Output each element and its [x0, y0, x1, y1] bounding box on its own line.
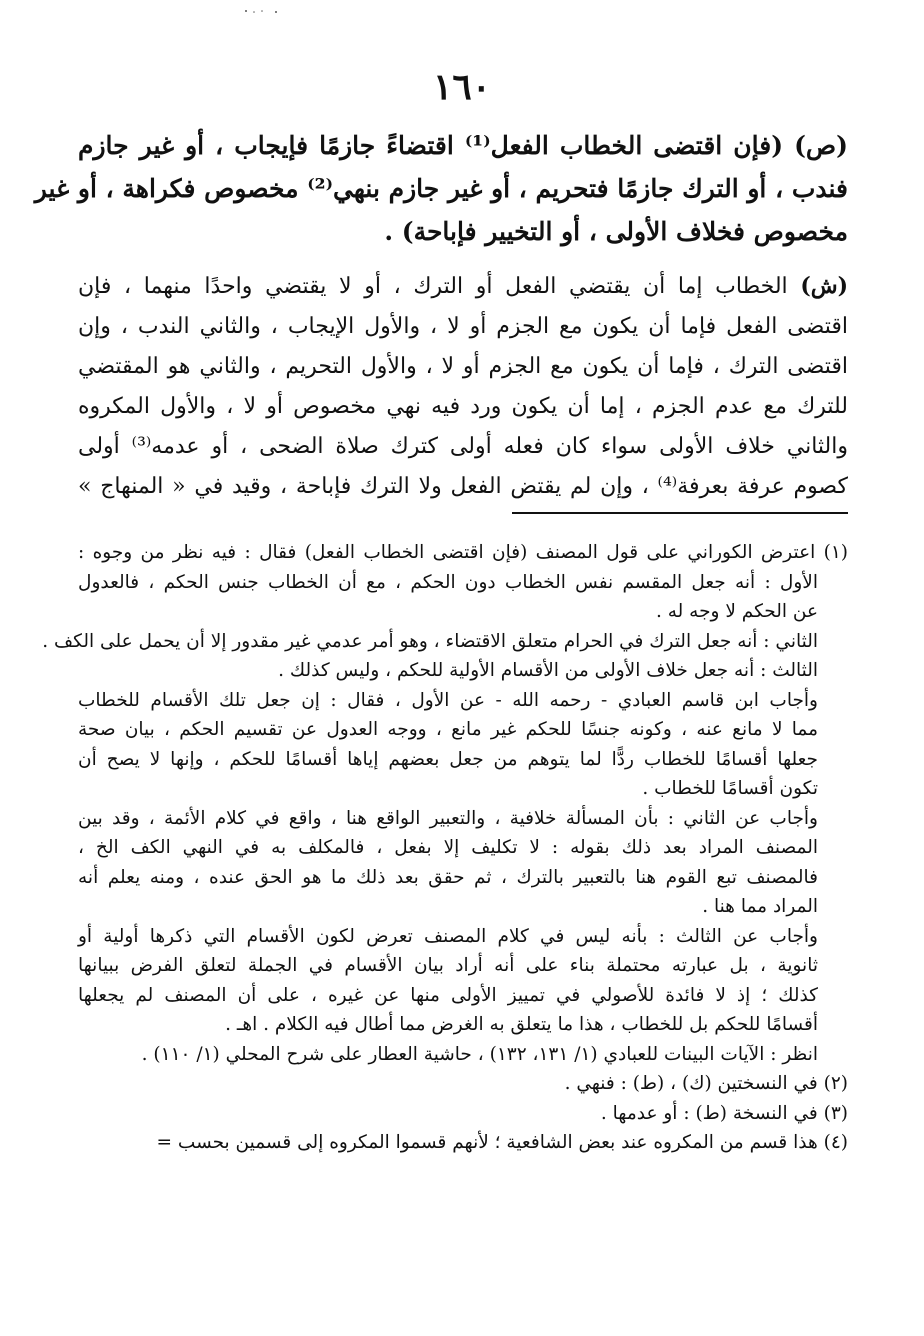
- matn-line-1-text: (فإن اقتضى الخطاب الفعل⁽¹⁾ اقتضاءً جازمًا فإيجاب ، أو غير جازم: [78, 131, 784, 160]
- footnote-line: المصنف المراد بعد ذلك بقوله : لا تكليف إلا بفعل ، فالمكلف به في النهي الكف الخ ،: [78, 837, 818, 858]
- footnote-line: وأجاب عن الثاني : بأن المسألة خلافية ، والتعبير الواقع هنا ، واقع في كلام الأئمة ، وقد بين: [78, 807, 818, 829]
- sharh-line-5: والثاني خلاف الأولى سواء كان فعله أولى كترك صلاة الضحى ، أو عدمه⁽³⁾ أولى: [78, 434, 848, 459]
- sharh-line-6: كصوم عرفة بعرفة⁽⁴⁾ ، وإن لم يقتض الفعل ولا الترك فإباحة ، وقيد في « المنهاج »: [78, 474, 848, 499]
- footnote-line: فالمصنف تبع القوم هنا بالتعبير بالترك ، ثم حقق بعد ذلك ما هو الحق عنده ، ومنه يعلم أنه: [78, 866, 818, 888]
- footnote-line: كذلك ؛ إذ لا فائدة للأصولي في تمييز الأولى منها عن غيره ، على أن المصنف لم يجعلها: [78, 984, 818, 1006]
- footnote-line: ثانوية ، بل عبارته محتملة بناء على أنه أراد بيان الأقسام في الجملة لتعلق الفرض ببيانها: [78, 955, 818, 976]
- footnote-line: مما لا مانع عنه ، وكونه جنسًا للحكم غير مانع ، ووجه العدول عن تقسيم الحكم ، بيان صحة: [78, 719, 818, 740]
- footnote-line: وأجاب عن الثالث : بأنه ليس في كلام المصنف تعرض لكون الأقسام التي ذكرها أولية أو: [78, 925, 818, 947]
- sharh-line-4: للترك مع عدم الجزم ، إما أن يكون ورد فيه نهي مخصوص أو لا ، والأول المكروه: [78, 394, 848, 419]
- scan-specks: [240, 0, 290, 6]
- footnote-line: المراد مما هنا .: [702, 896, 818, 917]
- page-number: ١٦٠: [432, 66, 491, 108]
- footnote-line: وأجاب ابن قاسم العبادي - رحمه الله - عن الأول ، فقال : إن جعل تلك الأقسام للخطاب: [78, 689, 818, 711]
- sharh-line-3: اقتضى الترك ، فإما أن يكون مع الجزم أو لا ، والأول التحريم ، والثاني هو المقتضي: [78, 354, 848, 379]
- matn-marker: (ص): [794, 131, 848, 160]
- matn-line-1: [78, 124, 848, 167]
- sharh-block: [78, 266, 848, 507]
- sharh-line-2: اقتضى الفعل فإما أن يكون مع الجزم أو لا ، والأول الإيجاب ، والثاني الندب ، وإن: [78, 314, 848, 339]
- footnote-line: الثالث : أنه جعل خلاف الأولى من الأقسام الأولية للحكم ، وليس كذلك .: [278, 660, 818, 681]
- footnotes: [42, 538, 848, 1158]
- footnote-line: انظر : الآيات البينات للعبادي (١/ ١٣١، ١٣٢) ، حاشية العطار على شرح المحلي (١/ ١١٠) .: [141, 1043, 818, 1065]
- footnote-separator: [512, 512, 848, 514]
- footnote-line: (٣) في النسخة (ط) : أو عدمها .: [600, 1102, 848, 1124]
- footnote-line: جعلها أقسامًا للخطاب ردًّا لما يتوهم من جعل بعضهم إياها أقسامًا للحكم ، وإنها لا يصح أن: [78, 748, 818, 770]
- sharh-line-1: [78, 266, 848, 307]
- sharh-marker: (ش): [800, 273, 848, 299]
- footnote-line: الأول : أنه جعل المقسم نفس الخطاب دون الحكم ، مع أن الخطاب جنس الحكم ، فالعدول: [78, 571, 818, 593]
- footnote-line: الثاني : أنه جعل الترك في الحرام متعلق الاقتضاء ، وهو أمر عدمي غير مقدور إلا أن يحمل على الكف .: [42, 630, 818, 652]
- sharh-line-1-text: الخطاب إما أن يقتضي الفعل أو الترك ، أو لا يقتضي واحدًا منهما ، فإن: [78, 274, 788, 299]
- matn-line-2: فندب ، أو الترك جازمًا فتحريم ، أو غير جازم بنهي⁽²⁾ مخصوص فكراهة ، أو غير: [34, 174, 848, 203]
- footnote-line: عن الحكم لا وجه له .: [655, 601, 818, 622]
- footnote-line: (٢) في النسختين (ك) ، (ط) : فنهي .: [564, 1073, 848, 1094]
- footnote-line: تكون أقسامًا للخطاب .: [642, 778, 818, 799]
- matn-line-3: مخصوص فخلاف الأولى ، أو التخيير فإباحة) .: [384, 217, 848, 246]
- matn-block: [34, 124, 848, 253]
- footnote-line: (٤) هذا قسم من المكروه عند بعض الشافعية ؛ لأنهم قسموا المكروه إلى قسمين بحسب =: [156, 1132, 848, 1153]
- footnote-line: أقسامًا للحكم بل للخطاب ، هذا ما يتعلق به الغرض مما أطال فيه الكلام . اهـ .: [225, 1014, 818, 1035]
- footnote-line: (١) اعترض الكوراني على قول المصنف (فإن اقتضى الخطاب الفعل) فقال : فيه نظر من وجوه :: [78, 542, 848, 563]
